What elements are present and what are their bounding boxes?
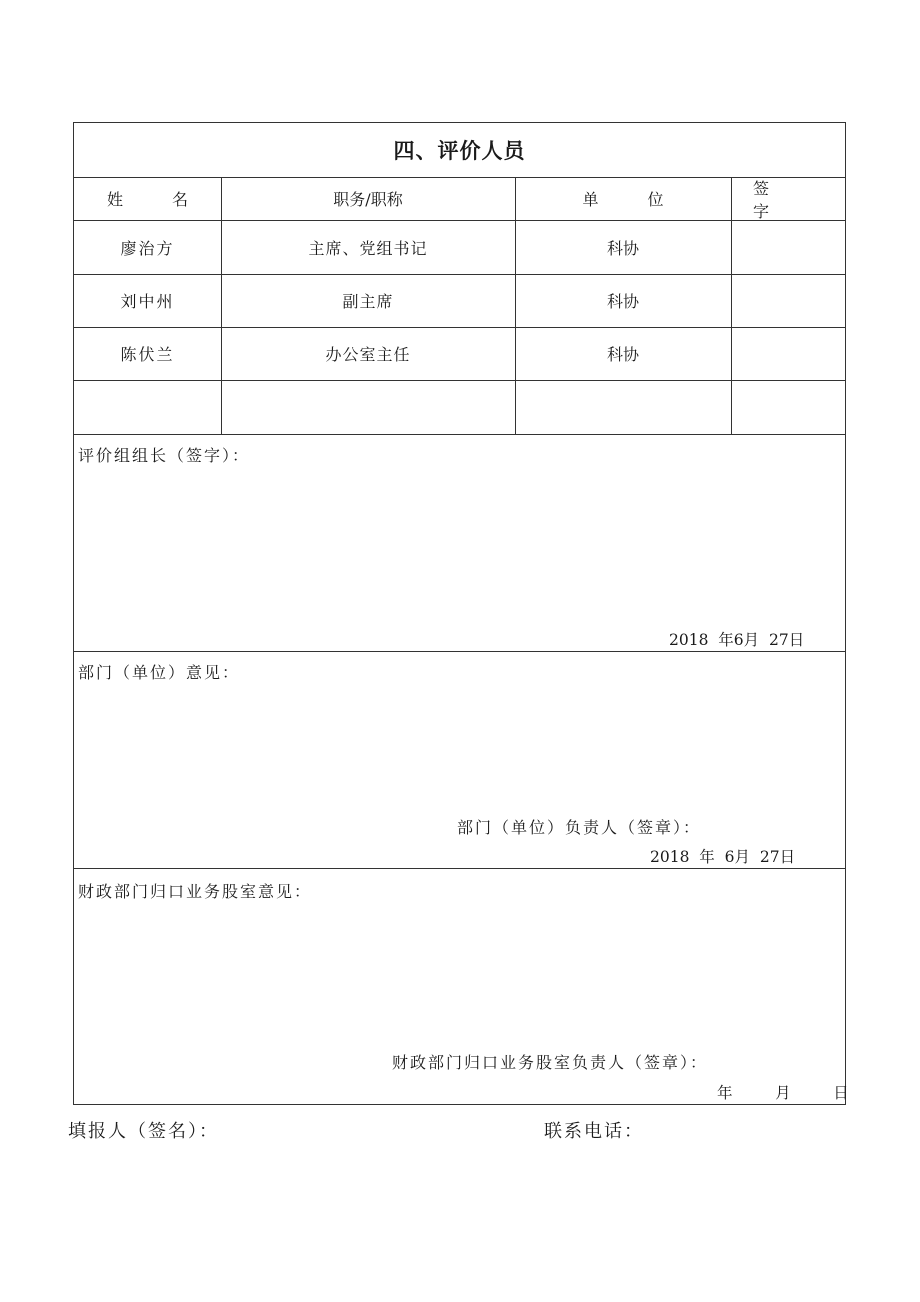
department-opinion-label: 部门（单位）意见： xyxy=(78,663,241,682)
row-signature[interactable] xyxy=(731,220,847,274)
row-position: 副主席 xyxy=(342,292,394,311)
header-name: 姓 名 xyxy=(106,190,211,209)
leader-signature-label: 评价组组长（签字）： xyxy=(78,446,251,465)
header-signature: 签 字 xyxy=(753,178,792,221)
row-unit[interactable] xyxy=(515,380,731,434)
row-signature[interactable] xyxy=(731,380,847,434)
finance-opinion-label: 财政部门归口业务股室意见： xyxy=(78,882,313,901)
row-unit: 科协 xyxy=(606,345,639,364)
row-name: 陈伏兰 xyxy=(120,345,175,364)
evaluation-personnel-form xyxy=(73,122,852,1105)
finance-signer-label: 财政部门归口业务股室负责人（签章）： xyxy=(392,1053,709,1072)
divider xyxy=(74,868,845,869)
row-position: 主席、党组书记 xyxy=(308,238,428,258)
row-name: 廖治方 xyxy=(120,238,175,258)
row-signature[interactable] xyxy=(731,274,847,327)
row-unit: 科协 xyxy=(606,292,639,311)
section-title: 四、评价人员 xyxy=(393,139,526,163)
row-name[interactable] xyxy=(74,380,221,434)
department-signer-label: 部门（单位）负责人（签章）： xyxy=(457,818,702,837)
divider xyxy=(74,434,845,435)
row-name: 刘中州 xyxy=(120,292,175,311)
finance-date: 年 月 日 xyxy=(717,1084,852,1102)
leader-date: 2018 年6月 27日 xyxy=(669,631,805,649)
row-position: 办公室主任 xyxy=(325,345,411,364)
header-position: 职务/职称 xyxy=(333,190,403,209)
department-date: 2018 年 6月 27日 xyxy=(650,848,796,866)
divider xyxy=(74,651,845,652)
header-unit: 单 位 xyxy=(582,190,686,209)
filler-signature-label: 填报人（签名）： xyxy=(68,1121,219,1142)
row-position[interactable] xyxy=(221,380,515,434)
row-signature[interactable] xyxy=(731,327,847,380)
contact-phone-label: 联系电话： xyxy=(544,1121,644,1142)
row-unit: 科协 xyxy=(606,238,639,258)
